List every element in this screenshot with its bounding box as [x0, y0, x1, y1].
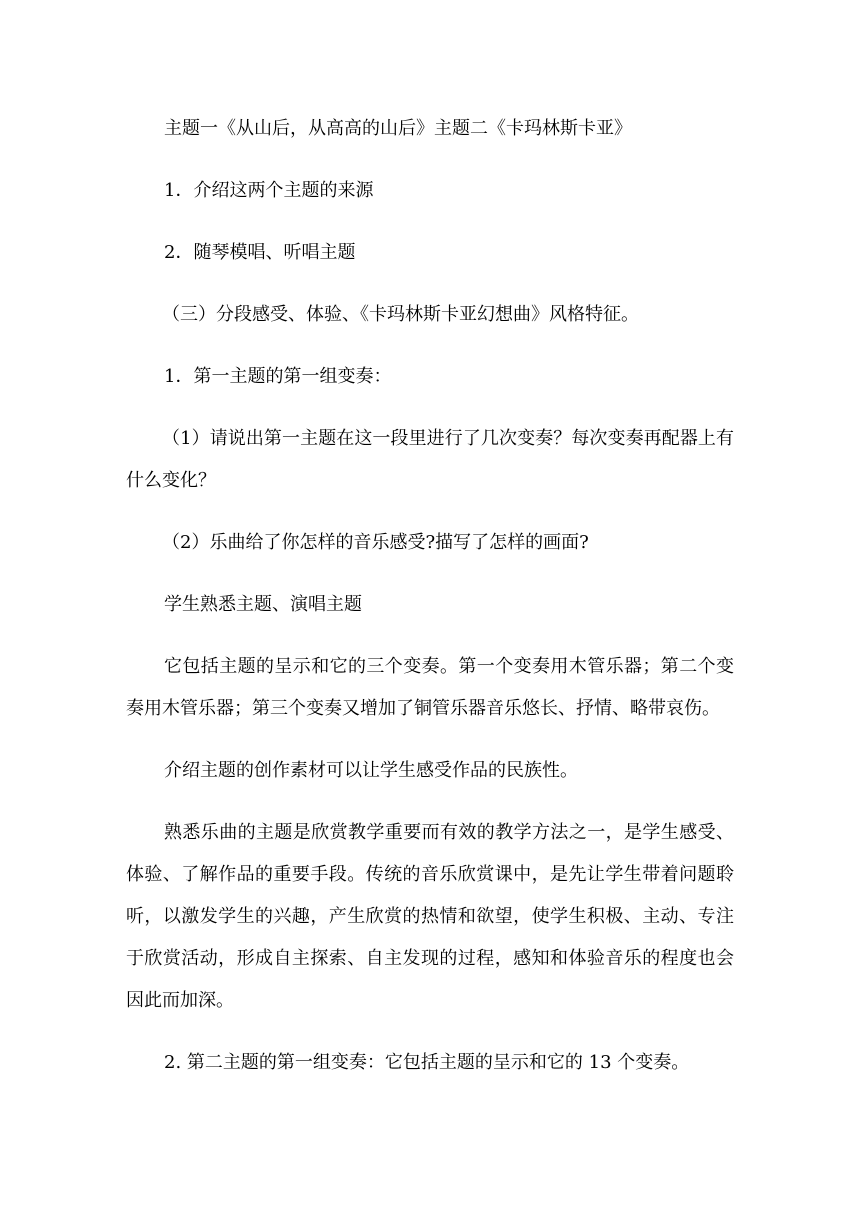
document-body	[126, 108, 734, 1104]
paragraph-themes-title: 主题一《从山后，从高高的山后》主题二《卡玛林斯卡亚》	[164, 118, 632, 139]
paragraph-teaching-method: 熟悉乐曲的主题是欣赏教学重要而有效的教学方法之一，是学生感受、体验、了解作品的重要手段。传统的音乐欣赏课中，是先让学生带着问题聆听，以激发学生的兴趣，产生欣赏的热情和欲望，使学生积极、主动、专注于欣赏活动，形成自主探索、自主发现的过程，感知和体验音乐的程度也会因此而加深。	[126, 822, 734, 1011]
paragraph-question-2: （2）乐曲给了你怎样的音乐感受?描写了怎样的画面?	[162, 532, 589, 553]
paragraph-material-intro: 介绍主题的创作素材可以让学生感受作品的民族性。	[164, 760, 578, 781]
paragraph-question-1: （1）请说出第一主题在这一段里进行了几次变奏？每次变奏再配器上有什么变化？	[126, 428, 734, 491]
paragraph-first-theme-variations: 1．第一主题的第一组变奏：	[164, 366, 392, 387]
paragraph-section-3-heading: （三）分段感受、体验、《卡玛林斯卡亚幻想曲》风格特征。	[162, 304, 639, 325]
paragraph-item-1-theme-source: 1．介绍这两个主题的来源	[164, 180, 374, 201]
paragraph-item-2-sing-theme: 2．随琴模唱、听唱主题	[164, 242, 356, 263]
paragraph-student-activity: 学生熟悉主题、演唱主题	[164, 594, 362, 615]
paragraph-variation-description: 它包括主题的呈示和它的三个变奏。第一个变奏用木管乐器；第二个变奏用木管乐器；第三个变奏又增加了铜管乐器音乐悠长、抒情、略带哀伤。	[126, 656, 734, 719]
paragraph-second-theme-variations: 2. 第二主题的第一组变奏：它包括主题的呈示和它的 13 个变奏。	[164, 1052, 690, 1073]
